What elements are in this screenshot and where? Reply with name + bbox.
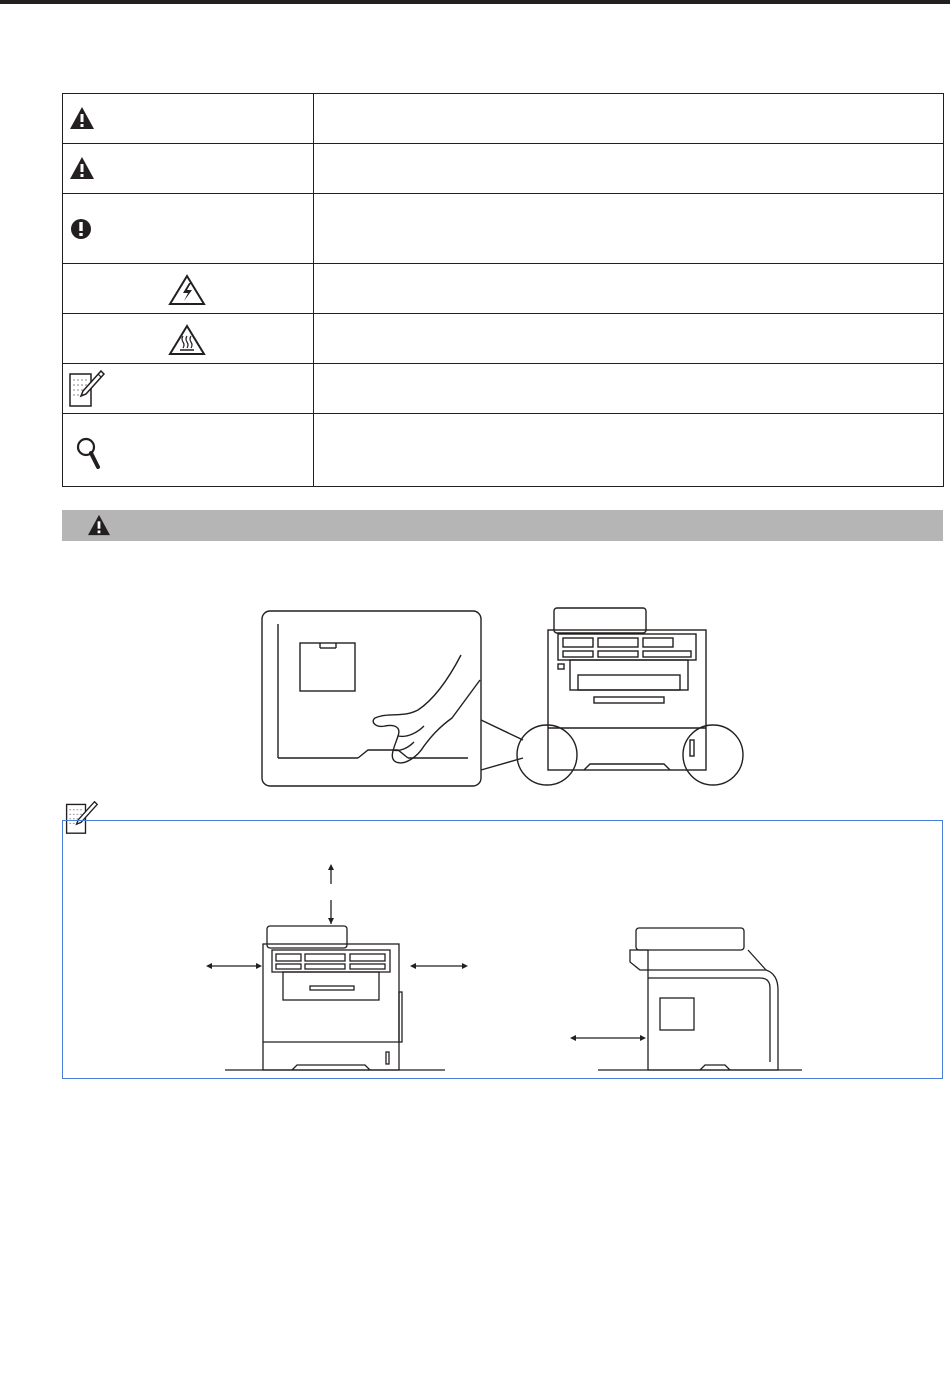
warning-triangle-icon bbox=[69, 106, 95, 130]
symbol-description bbox=[314, 364, 944, 414]
symbol-cell bbox=[63, 314, 314, 364]
symbol-description bbox=[314, 414, 944, 487]
symbols-table bbox=[62, 93, 944, 487]
symbol-cell bbox=[63, 144, 314, 194]
symbol-row-electrical bbox=[63, 264, 944, 314]
warning-triangle-icon bbox=[87, 514, 111, 536]
caution-triangle-icon bbox=[69, 156, 95, 180]
important-exclamation-icon bbox=[70, 218, 92, 240]
electrical-hazard-icon bbox=[168, 274, 206, 306]
symbol-cell bbox=[63, 264, 314, 314]
warning-banner bbox=[62, 510, 943, 541]
note-pencil-icon bbox=[67, 368, 105, 408]
symbol-cell bbox=[63, 194, 314, 264]
magnifier-icon bbox=[75, 436, 101, 470]
symbol-row-note bbox=[63, 364, 944, 414]
symbol-cell bbox=[63, 94, 314, 144]
carry-machine-illustration bbox=[258, 600, 748, 794]
symbol-row-hot-surface bbox=[63, 314, 944, 364]
symbol-row-caution bbox=[63, 144, 944, 194]
symbol-description bbox=[314, 194, 944, 264]
symbol-description bbox=[314, 314, 944, 364]
header-rule bbox=[0, 0, 950, 4]
symbol-cell bbox=[63, 414, 314, 487]
symbol-description bbox=[314, 144, 944, 194]
symbol-row-warning bbox=[63, 94, 944, 144]
hot-surface-icon bbox=[168, 324, 206, 356]
symbol-row-reference bbox=[63, 414, 944, 487]
symbol-description bbox=[314, 264, 944, 314]
symbol-description bbox=[314, 94, 944, 144]
clearance-illustration bbox=[200, 862, 820, 1074]
symbol-row-important bbox=[63, 194, 944, 264]
symbol-cell bbox=[63, 364, 314, 414]
